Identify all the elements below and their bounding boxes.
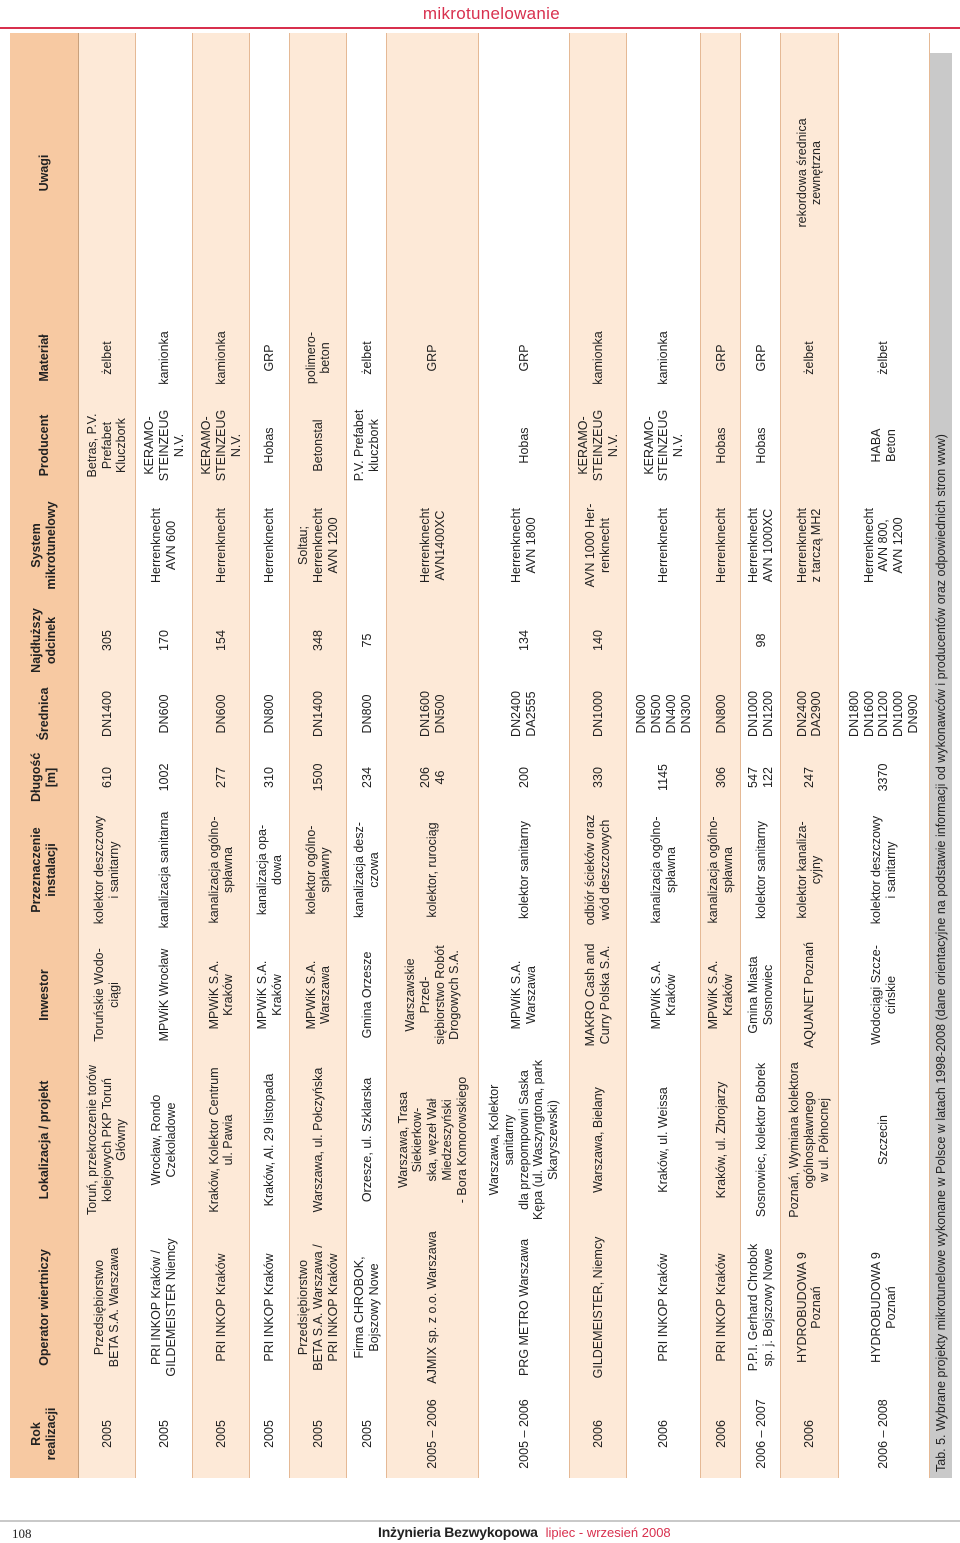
table-cell — [347, 488, 387, 603]
table-cell: DN2400 DA2555 — [478, 678, 569, 750]
table-row — [781, 33, 838, 1478]
table-cell — [701, 603, 741, 678]
table-cell: GRP — [741, 313, 781, 403]
table-cell: 75 — [347, 603, 387, 678]
table-cell: 2005 — [136, 1390, 193, 1478]
footer-rule — [0, 1520, 960, 1522]
table-cell: Wodociągi Szcze- cińskie — [838, 935, 929, 1055]
table-cell: GRP — [701, 313, 741, 403]
table-cell: Herrenknecht — [627, 488, 701, 603]
table-cell: MPWiK Wrocław — [136, 935, 193, 1055]
table-cell: polimero- beton — [290, 313, 347, 403]
table-cell: KERAMO- STEINZEUG N.V. — [193, 403, 250, 488]
table-cell: Hobas — [250, 403, 290, 488]
table-cell — [781, 403, 838, 488]
table-cell: Kraków, ul. Zbrojarzy — [701, 1055, 741, 1225]
table-cell: 134 — [478, 603, 569, 678]
table-cell: P.P.I. Gerhard Chrobok sp. j. Bojszowy Nowe — [741, 1225, 781, 1390]
table-cell — [478, 33, 569, 313]
issue-date: lipiec - wrzesień 2008 — [545, 1525, 671, 1540]
table-cell — [250, 33, 290, 313]
table-cell: Betras, P.V. Prefabet Kluczbork — [79, 403, 136, 488]
table-cell: DN800 — [250, 678, 290, 750]
table-cell: MPWiK S.A. Kraków — [250, 935, 290, 1055]
table-cell: 2006 — [701, 1390, 741, 1478]
table-cell: MPWiK S.A. Kraków — [193, 935, 250, 1055]
column-header: Najdłuższy odcinek — [10, 603, 79, 678]
table-cell: 206 46 — [387, 750, 478, 805]
projects-table-area — [10, 53, 930, 1478]
table-cell: rekordowa średnica zewnętrzna — [781, 33, 838, 313]
column-header: Średnica — [10, 678, 79, 750]
table-cell: kolektor deszczowy i sanitarny — [79, 805, 136, 935]
table-cell: kolektor kanaliza- cyjny — [781, 805, 838, 935]
table-cell: 2005 – 2006 — [478, 1390, 569, 1478]
table-cell: żelbet — [79, 313, 136, 403]
table-cell: kanalizacja desz- czowa — [347, 805, 387, 935]
table-cell: KERAMO- STEINZEUG N.V. — [627, 403, 701, 488]
table-cell: Hobas — [478, 403, 569, 488]
table-header-row — [10, 33, 79, 1478]
table-cell — [838, 603, 929, 678]
table-cell: kamionka — [193, 313, 250, 403]
table-row — [290, 33, 347, 1478]
table-cell: Wrocław, Rondo Czekoladowe — [136, 1055, 193, 1225]
table-cell: Soltau; Herrenknecht AVN 1200 — [290, 488, 347, 603]
table-cell: kamionka — [570, 313, 627, 403]
table-cell: GRP — [250, 313, 290, 403]
table-cell: PRI INKOP Kraków — [193, 1225, 250, 1390]
table-cell: 2006 – 2008 — [838, 1390, 929, 1478]
table-body — [79, 33, 930, 1478]
table-cell: DN1800 DN1600 DN1200 DN1000 DN900 — [838, 678, 929, 750]
table-cell — [290, 33, 347, 313]
header-rule — [0, 27, 960, 29]
table-cell: KERAMO- STEINZEUG N.V. — [570, 403, 627, 488]
table-cell: kolektor sanitarny — [741, 805, 781, 935]
table-cell: 306 — [701, 750, 741, 805]
column-header: Inwestor — [10, 935, 79, 1055]
column-header: System mikrotunelowy — [10, 488, 79, 603]
table-cell: 140 — [570, 603, 627, 678]
table-row — [250, 33, 290, 1478]
table-cell: Betonstal — [290, 403, 347, 488]
table-cell: Warszawa, ul. Połczyńska — [290, 1055, 347, 1225]
table-cell: 2005 — [250, 1390, 290, 1478]
table-cell: kamionka — [136, 313, 193, 403]
table-cell — [741, 33, 781, 313]
table-cell: 2006 — [627, 1390, 701, 1478]
footer-brand — [378, 1524, 671, 1540]
column-header: Materiał — [10, 313, 79, 403]
table-row — [570, 33, 627, 1478]
table-cell: kolektor sanitarny — [478, 805, 569, 935]
table-cell: żelbet — [347, 313, 387, 403]
table-cell: MPWiK S.A. Kraków — [627, 935, 701, 1055]
table-cell: 1002 — [136, 750, 193, 805]
table-cell: żelbet — [781, 313, 838, 403]
table-cell: 247 — [781, 750, 838, 805]
table-cell: DN1000 DN1200 — [741, 678, 781, 750]
table-cell: DN1000 — [570, 678, 627, 750]
table-cell: 154 — [193, 603, 250, 678]
table-cell: Warszawa, Kolektor sanitarny dla przepompowni Saska Kępa (ul. Waszyngtona, park Skaryszewski) — [478, 1055, 569, 1225]
table-cell: kolektor ogólno- spławny — [290, 805, 347, 935]
table-cell: Warszawa, Bielany — [570, 1055, 627, 1225]
column-header: Lokalizacja / projekt — [10, 1055, 79, 1225]
table-cell: DN600 — [193, 678, 250, 750]
table-cell: kanalizacja sanitarna — [136, 805, 193, 935]
table-cell: Kraków, ul. Weissa — [627, 1055, 701, 1225]
table-cell: HABA Beton — [838, 403, 929, 488]
table-cell: 98 — [741, 603, 781, 678]
table-cell: Poznań, Wymiana kolektora ogólnospławnego w ul. Północnej — [781, 1055, 838, 1225]
table-cell: Przedsiębiorstwo BETA S.A. Warszawa — [79, 1225, 136, 1390]
column-header: Uwagi — [10, 33, 79, 313]
table-cell: Herrenknecht — [193, 488, 250, 603]
table-cell: 305 — [79, 603, 136, 678]
table-cell: 1145 — [627, 750, 701, 805]
table-cell: Gmina Miasta Sosnowiec — [741, 935, 781, 1055]
table-cell: Herrenknecht AVN 1000XC — [741, 488, 781, 603]
table-cell: MPWiK S.A. Warszawa — [478, 935, 569, 1055]
table-cell — [781, 603, 838, 678]
table-cell: Hobas — [741, 403, 781, 488]
projects-table — [10, 33, 930, 1478]
table-cell: 610 — [79, 750, 136, 805]
table-cell: DN1400 — [79, 678, 136, 750]
table-row — [193, 33, 250, 1478]
table-row — [741, 33, 781, 1478]
table-cell: PRI INKOP Kraków — [627, 1225, 701, 1390]
column-header: Operator wiertniczy — [10, 1225, 79, 1390]
table-row — [136, 33, 193, 1478]
table-cell: AQUANET Poznań — [781, 935, 838, 1055]
table-cell: DN2400 DA2900 — [781, 678, 838, 750]
table-cell: Warszawskie Przed- siębiorstwo Robót Drogowych S.A. — [387, 935, 478, 1055]
rotated-table-container — [10, 53, 955, 1478]
table-cell: MPWiK S.A. Kraków — [701, 935, 741, 1055]
table-row — [838, 33, 929, 1478]
table-cell — [347, 33, 387, 313]
table-cell: HYDROBUDOWA 9 Poznań — [781, 1225, 838, 1390]
table-row — [478, 33, 569, 1478]
table-cell — [701, 33, 741, 313]
table-cell: Hobas — [701, 403, 741, 488]
table-cell: Orzesze, ul. Szklarska — [347, 1055, 387, 1225]
table-row — [701, 33, 741, 1478]
table-cell: 200 — [478, 750, 569, 805]
table-cell: kamionka — [627, 313, 701, 403]
page-number: 108 — [12, 1526, 32, 1541]
table-cell: kanalizacja opa- dowa — [250, 805, 290, 935]
table-cell: DN600 — [136, 678, 193, 750]
table-cell: kolektor, rurociąg — [387, 805, 478, 935]
table-cell: 2005 — [290, 1390, 347, 1478]
table-cell: kanalizacja ogólno- spławna — [193, 805, 250, 935]
table-cell: DN600 DN500 DN400 DN300 — [627, 678, 701, 750]
table-row — [79, 33, 136, 1478]
table-cell: 1500 — [290, 750, 347, 805]
table-cell — [136, 33, 193, 313]
table-row — [347, 33, 387, 1478]
table-cell: 2005 — [347, 1390, 387, 1478]
table-cell: Toruńskie Wodo- ciągi — [79, 935, 136, 1055]
table-cell — [838, 33, 929, 313]
table-cell: DN800 — [347, 678, 387, 750]
table-cell: AVN 1000 Her- renknecht — [570, 488, 627, 603]
table-cell — [570, 33, 627, 313]
table-cell: 2005 — [79, 1390, 136, 1478]
table-row — [387, 33, 478, 1478]
table-cell — [627, 33, 701, 313]
table-cell: kanalizacja ogólno- spławna — [627, 805, 701, 935]
table-cell: Kraków, Kolektor Centrum ul. Pawia — [193, 1055, 250, 1225]
table-cell: 2005 – 2006 — [387, 1390, 478, 1478]
table-cell: Szczecin — [838, 1055, 929, 1225]
table-cell: 330 — [570, 750, 627, 805]
table-cell: Toruń, przekroczenie torów kolejowych PKP Toruń Główny — [79, 1055, 136, 1225]
table-cell: MPWiK S.A. Warszawa — [290, 935, 347, 1055]
table-cell: Herrenknecht — [701, 488, 741, 603]
table-caption: Tab. 5. Wybrane projekty mikrotunelowe wykonane w Polsce w latach 1998-2008 (dane orientacyjne na podstawie informacji od wykonawców i producentów oraz odpowiednich stron www) — [930, 53, 952, 1478]
table-cell: PRG METRO Warszawa — [478, 1225, 569, 1390]
table-cell: PRI INKOP Kraków / GILDEMEISTER Niemcy — [136, 1225, 193, 1390]
table-cell: 170 — [136, 603, 193, 678]
table-cell — [387, 603, 478, 678]
table-cell: 234 — [347, 750, 387, 805]
table-cell: Herrenknecht AVN 1800 — [478, 488, 569, 603]
table-cell: GILDEMEISTER, Niemcy — [570, 1225, 627, 1390]
table-cell: 277 — [193, 750, 250, 805]
table-cell: P.V. Prefabet kluczbork — [347, 403, 387, 488]
table-cell — [79, 488, 136, 603]
table-cell: PRI INKOP Kraków — [250, 1225, 290, 1390]
table-cell: Herrenknecht AVN 800, AVN 1200 — [838, 488, 929, 603]
table-cell: 2006 — [570, 1390, 627, 1478]
table-cell: Gmina Orzesze — [347, 935, 387, 1055]
table-cell: HYDROBUDOWA 9 Poznań — [838, 1225, 929, 1390]
table-cell: żelbet — [838, 313, 929, 403]
table-cell: MAKRO Cash and Curry Polska S.A. — [570, 935, 627, 1055]
table-cell: kanalizacja ogólno- spławna — [701, 805, 741, 935]
table-cell: DN1400 — [290, 678, 347, 750]
table-cell — [79, 33, 136, 313]
magazine-name: Inżynieria Bezwykopowa — [378, 1524, 538, 1540]
table-cell: 2006 — [781, 1390, 838, 1478]
table-cell: Przedsiębiorstwo BETA S.A. Warszawa / PRI INKOP Kraków — [290, 1225, 347, 1390]
column-header: Przeznaczenie instalacji — [10, 805, 79, 935]
table-cell: Herrenknecht AVN 600 — [136, 488, 193, 603]
table-cell: DN800 — [701, 678, 741, 750]
column-header: Rok realizacji — [10, 1390, 79, 1478]
table-cell: Warszawa, Trasa Siekierkow- ska, węzeł Wał Miedzeszyński - Bora Komorowskiego — [387, 1055, 478, 1225]
section-title: mikrotunelowanie — [422, 4, 560, 23]
table-cell: Firma CHROBOK, Bojszowy Nowe — [347, 1225, 387, 1390]
table-cell: 3370 — [838, 750, 929, 805]
table-cell: Sosnowiec, kolektor Bobrek — [741, 1055, 781, 1225]
table-cell: odbiór ścieków oraz wód deszczowych — [570, 805, 627, 935]
table-cell: KERAMO- STEINZEUG N.V. — [136, 403, 193, 488]
table-cell: 2006 – 2007 — [741, 1390, 781, 1478]
table-cell: 348 — [290, 603, 347, 678]
column-header: Producent — [10, 403, 79, 488]
table-cell: 310 — [250, 750, 290, 805]
table-cell: AJMIX sp. z o.o. Warszawa — [387, 1225, 478, 1390]
table-cell: GRP — [387, 313, 478, 403]
table-cell: Herrenknecht z tarczą MH2 — [781, 488, 838, 603]
table-cell — [250, 603, 290, 678]
column-header: Długość [m] — [10, 750, 79, 805]
table-cell: Herrenknecht AVN1400XC — [387, 488, 478, 603]
table-row — [627, 33, 701, 1478]
table-cell: DN1600 DN500 — [387, 678, 478, 750]
table-cell: PRI INKOP Kraków — [701, 1225, 741, 1390]
table-cell: Kraków, Al. 29 listopada — [250, 1055, 290, 1225]
table-cell: GRP — [478, 313, 569, 403]
table-cell — [193, 33, 250, 313]
table-cell: 2005 — [193, 1390, 250, 1478]
table-cell — [387, 33, 478, 313]
table-cell — [627, 603, 701, 678]
table-cell: Herrenknecht — [250, 488, 290, 603]
table-cell — [387, 403, 478, 488]
table-cell: kolektor deszczowy i sanitarny — [838, 805, 929, 935]
table-cell: 547 122 — [741, 750, 781, 805]
